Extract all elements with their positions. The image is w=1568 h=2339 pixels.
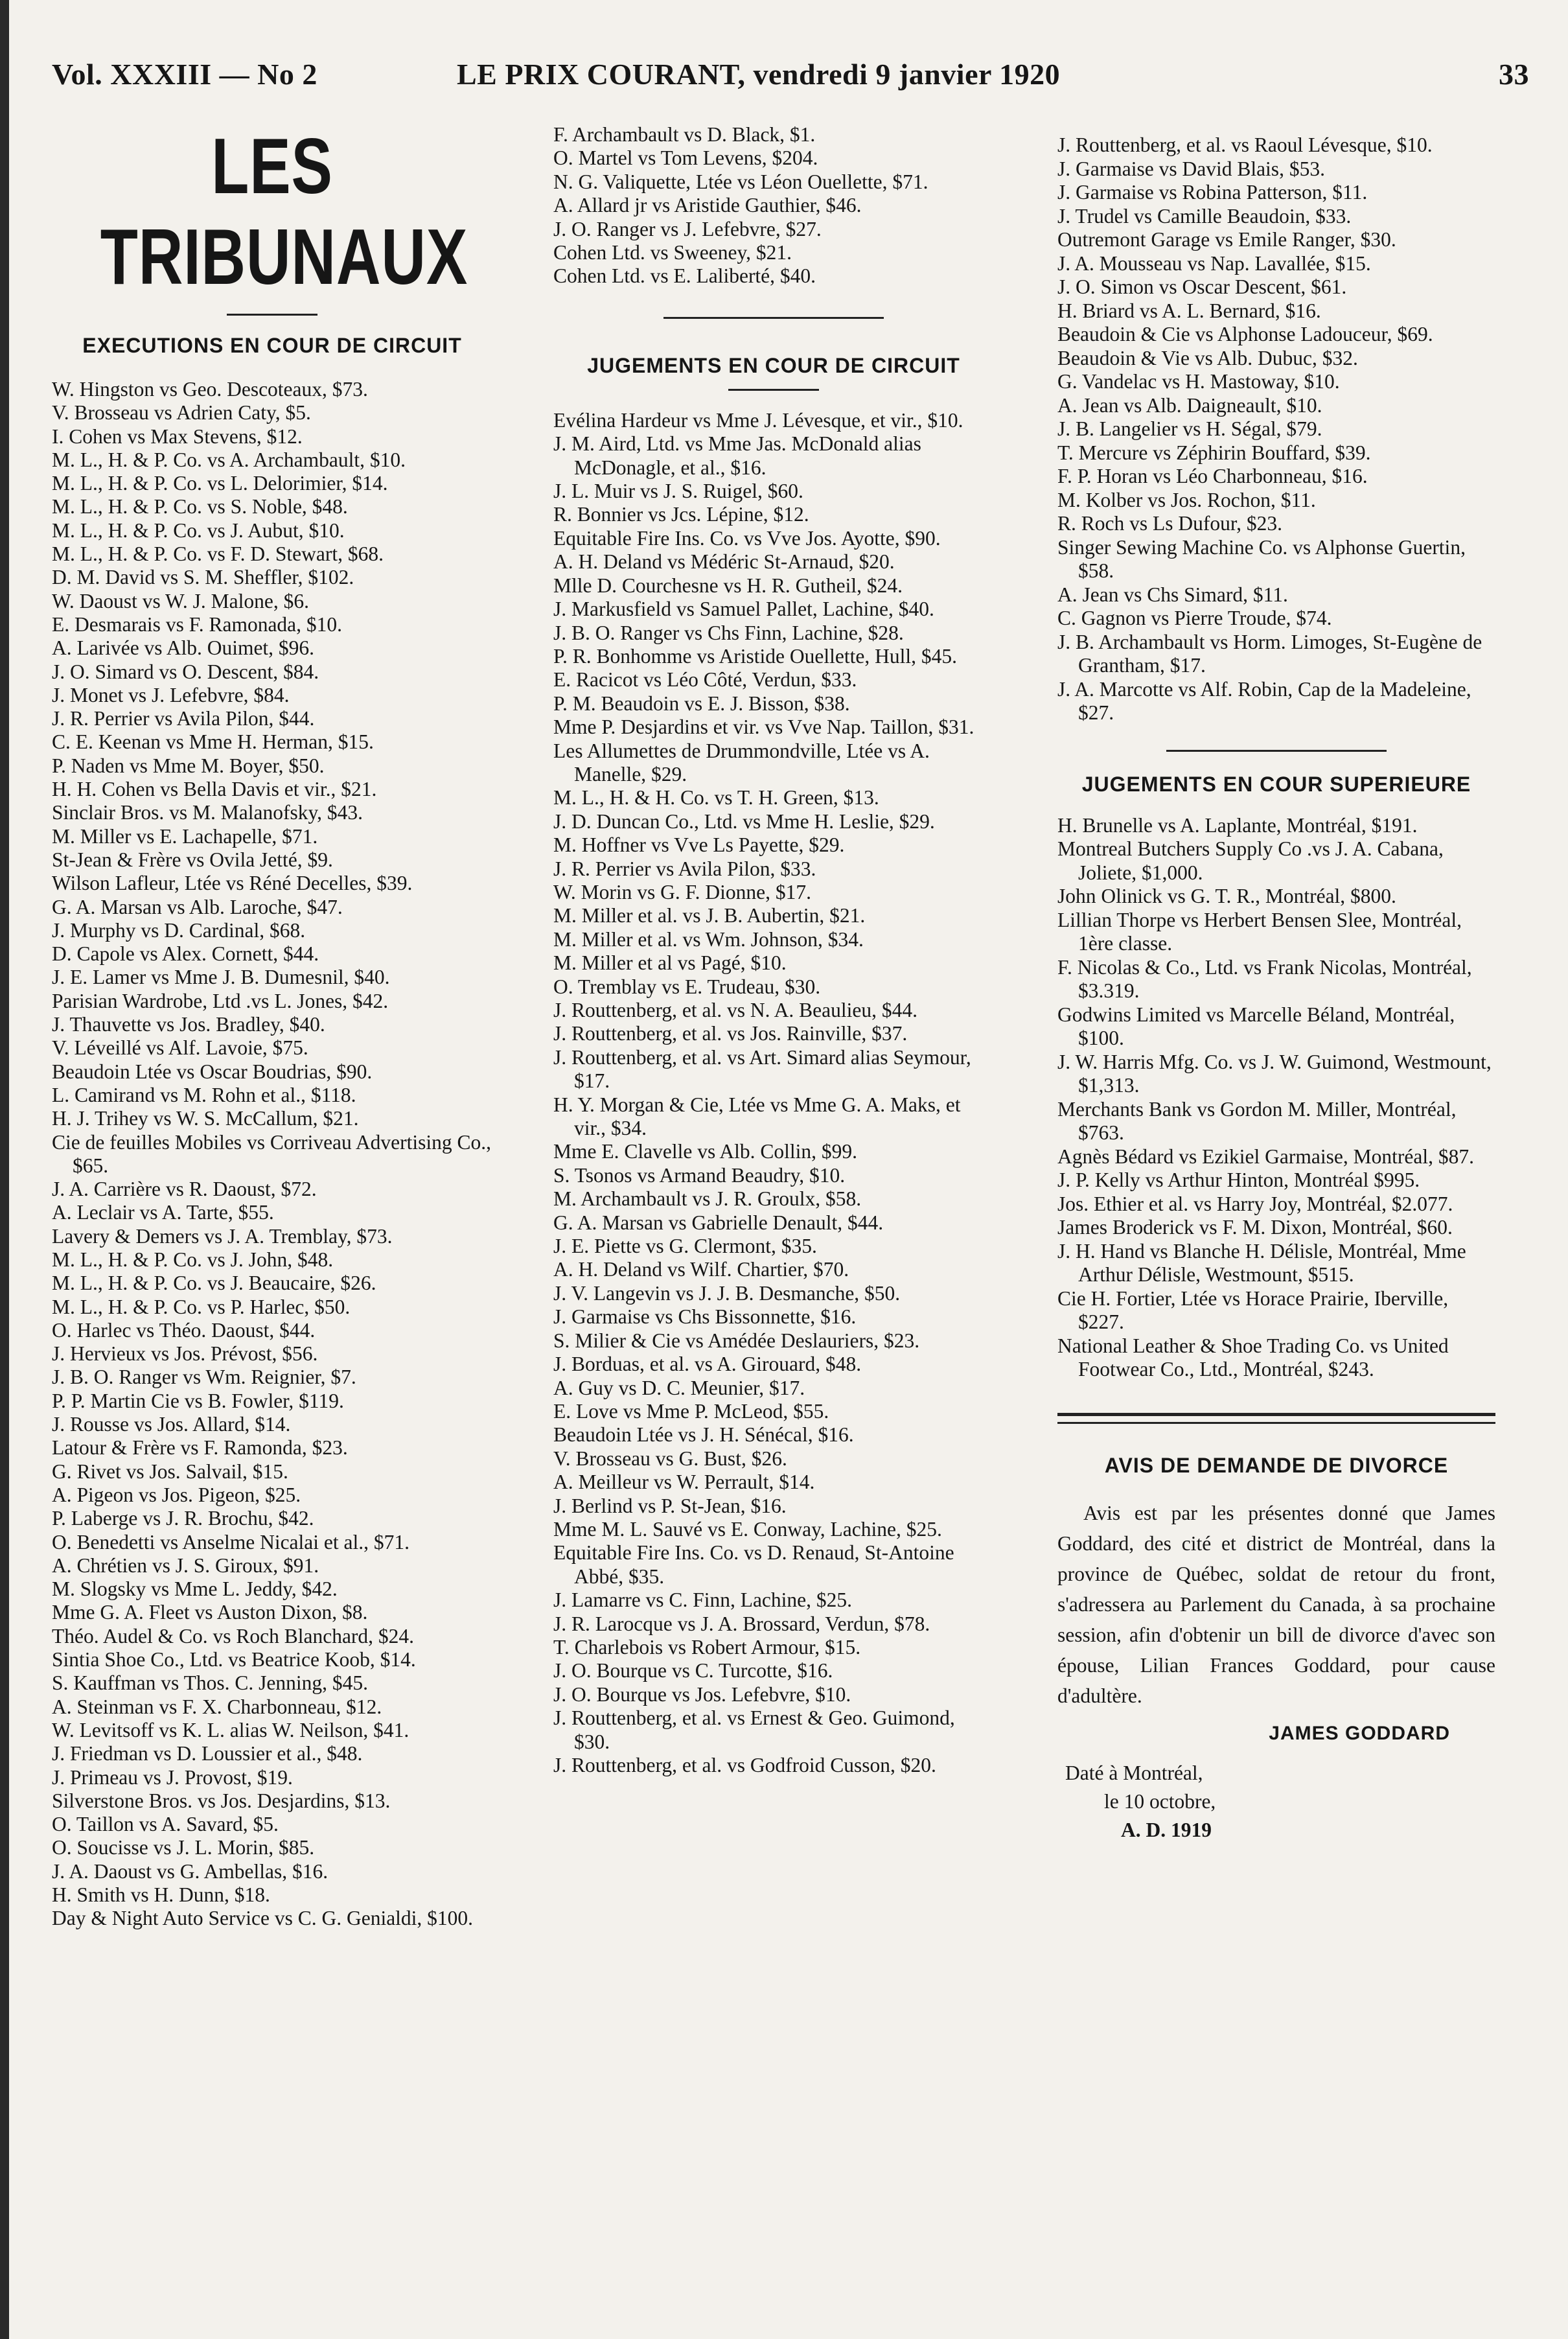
- list-item: H. Smith vs H. Dunn, $18.: [52, 1883, 270, 1906]
- section-title-jugements-superieure: JUGEMENTS EN COUR SUPERIEURE: [1081, 772, 1471, 796]
- list-item: S. Milier & Cie vs Amédée Deslauriers, $23.: [553, 1329, 920, 1352]
- list-item: D. M. David vs S. M. Sheffler, $102.: [52, 566, 354, 589]
- column-3: [1057, 134, 1495, 1844]
- list-item: J. Berlind vs P. St-Jean, $16.: [553, 1494, 787, 1517]
- double-rule: [1057, 1413, 1495, 1424]
- list-item: J. Hervieux vs Jos. Prévost, $56.: [52, 1342, 318, 1366]
- list-item: J. L. Muir vs J. S. Ruigel, $60.: [553, 480, 803, 503]
- list-item: O. Benedetti vs Anselme Nicalai et al., $71.: [52, 1530, 409, 1554]
- dateline-day: le 10 octobre,: [1104, 1789, 1216, 1813]
- list-item: J. E. Lamer vs Mme J. B. Dumesnil, $40.: [52, 966, 390, 989]
- list-item: M. L., H. & P. Co. vs S. Noble, $48.: [52, 495, 348, 518]
- list-item: O. Taillon vs A. Savard, $5.: [52, 1813, 279, 1836]
- list-item: Cie de feuilles Mobiles vs Corriveau Advertising Co., $65.: [52, 1130, 492, 1177]
- list-item: J. A. Mousseau vs Nap. Lavallée, $15.: [1057, 251, 1371, 275]
- list-item: Parisian Wardrobe, Ltd .vs L. Jones, $42.: [52, 989, 389, 1012]
- list-item: A. Larivée vs Alb. Ouimet, $96.: [52, 636, 315, 660]
- list-item: Beaudoin & Vie vs Alb. Dubuc, $32.: [1057, 346, 1358, 369]
- list-item: O. Tremblay vs E. Trudeau, $30.: [553, 975, 821, 998]
- list-item: S. Kauffman vs Thos. C. Jenning, $45.: [52, 1671, 368, 1695]
- list-item: Equitable Fire Ins. Co. vs D. Renaud, St-Antoine Abbé, $35.: [553, 1541, 954, 1588]
- list-item: J. A. Marcotte vs Alf. Robin, Cap de la Madeleine, $27.: [1057, 677, 1471, 724]
- section-divider: [1166, 750, 1387, 752]
- section-title-divorce: AVIS DE DEMANDE DE DIVORCE: [1104, 1453, 1449, 1477]
- list-item: P. P. Martin Cie vs B. Fowler, $119.: [52, 1389, 344, 1412]
- list-item: P. Naden vs Mme M. Boyer, $50.: [52, 754, 325, 777]
- list-item: C. Gagnon vs Pierre Troude, $74.: [1057, 607, 1332, 629]
- list-item: Lavery & Demers vs J. A. Tremblay, $73.: [52, 1224, 393, 1248]
- list-item: G. Rivet vs Jos. Salvail, $15.: [52, 1460, 288, 1483]
- section-title-executions: EXECUTIONS EN COUR DE CIRCUIT: [82, 334, 462, 357]
- list-item: F. Archambault vs D. Black, $1.: [553, 123, 816, 146]
- list-item: Mme M. L. Sauvé vs E. Conway, Lachine, $25.: [553, 1517, 942, 1541]
- list-item: P. R. Bonhomme vs Aristide Ouellette, Hull, $45.: [553, 644, 957, 668]
- list-item: Sinclair Bros. vs M. Malanofsky, $43.: [52, 801, 363, 824]
- list-item: J. Routtenberg, et al. vs Raoul Lévesque, $10.: [1057, 134, 1433, 156]
- list-item: J. Borduas, et al. vs A. Girouard, $48.: [553, 1353, 862, 1376]
- list-item: Cohen Ltd. vs Sweeney, $21.: [553, 241, 792, 264]
- list-item: J. Routtenberg, et al. vs Godfroid Cusson, $20.: [553, 1754, 936, 1776]
- list-item: J. Rousse vs Jos. Allard, $14.: [52, 1413, 291, 1436]
- list-item: J. O. Simard vs O. Descent, $84.: [52, 660, 319, 683]
- list-item: C. E. Keenan vs Mme H. Herman, $15.: [52, 730, 374, 754]
- list-item: M. Miller vs E. Lachapelle, $71.: [52, 824, 318, 848]
- section-divider: [663, 317, 884, 319]
- list-item: M. Slogsky vs Mme L. Jeddy, $42.: [52, 1577, 338, 1601]
- list-item: M. L., H. & P. Co. vs L. Delorimier, $14.: [52, 472, 388, 495]
- column-1: [52, 121, 492, 1931]
- list-item: Cie H. Fortier, Ltée vs Horace Prairie, Iberville, $227.: [1057, 1286, 1449, 1333]
- list-item: J. B. O. Ranger vs Chs Finn, Lachine, $28.: [553, 621, 904, 644]
- list-item: G. A. Marsan vs Gabrielle Denault, $44.: [553, 1211, 884, 1234]
- list-item: Beaudoin Ltée vs J. H. Sénécal, $16.: [553, 1423, 854, 1447]
- list-item: M. Kolber vs Jos. Rochon, $11.: [1057, 488, 1316, 511]
- list-item: Day & Night Auto Service vs C. G. Genialdi, $100.: [52, 1907, 474, 1930]
- list-item: Montreal Butchers Supply Co .vs J. A. Cabana, Joliete, $1,000.: [1057, 837, 1444, 884]
- list-item: I. Cohen vs Max Stevens, $12.: [52, 425, 303, 448]
- list-item: Jos. Ethier et al. vs Harry Joy, Montréal, $2.077.: [1057, 1192, 1453, 1215]
- list-item: P. Laberge vs J. R. Brochu, $42.: [52, 1507, 314, 1530]
- list-item: J. Monet vs J. Lefebvre, $84.: [52, 683, 290, 706]
- list-item: F. P. Horan vs Léo Charbonneau, $16.: [1057, 465, 1368, 487]
- list-item: J. W. Harris Mfg. Co. vs J. W. Guimond, Westmount, $1,313.: [1057, 1050, 1492, 1097]
- list-item: Théo. Audel & Co. vs Roch Blanchard, $24.: [52, 1624, 415, 1647]
- list-item: Latour & Frère vs F. Ramonda, $23.: [52, 1436, 348, 1460]
- list-item: M. Archambault vs J. R. Groulx, $58.: [553, 1187, 862, 1211]
- list-item: M. L., H. & P. Co. vs J. Beaucaire, $26.: [52, 1272, 376, 1295]
- list-item: J. B. Archambault vs Horm. Limoges, St-Eugène de Grantham, $17.: [1057, 630, 1482, 677]
- list-item: M. Miller et al. vs J. B. Aubertin, $21.: [553, 904, 866, 927]
- list-item: W. Levitsoff vs K. L. alias W. Neilson, $41.: [52, 1718, 409, 1741]
- list-item: J. Trudel vs Camille Beaudoin, $33.: [1057, 204, 1352, 227]
- list-item: John Olinick vs G. T. R., Montréal, $800.: [1057, 885, 1396, 907]
- list-item: J. R. Perrier vs Avila Pilon, $44.: [52, 707, 315, 730]
- list-item: A. Leclair vs A. Tarte, $55.: [52, 1201, 274, 1224]
- section-title-jugements-circuit: JUGEMENTS EN COUR DE CIRCUIT: [587, 353, 960, 377]
- list-item: J. Routtenberg, et al. vs Jos. Rainville, $37.: [553, 1022, 908, 1045]
- list-item: Mlle D. Courchesne vs H. R. Gutheil, $24.: [553, 574, 903, 597]
- list-item: L. Camirand vs M. Rohn et al., $118.: [52, 1083, 356, 1106]
- list-item: J. A. Daoust vs G. Ambellas, $16.: [52, 1859, 329, 1883]
- list-item: M. L., H. & P. Co. vs A. Archambault, $10.: [52, 448, 406, 471]
- list-item: R. Roch vs Ls Dufour, $23.: [1057, 512, 1282, 535]
- list-item: St-Jean & Frère vs Ovila Jetté, $9.: [52, 848, 333, 871]
- list-item: M. L., H. & H. Co. vs T. H. Green, $13.: [553, 786, 879, 809]
- list-item: G. A. Marsan vs Alb. Laroche, $47.: [52, 895, 343, 918]
- list-item: National Leather & Shoe Trading Co. vs United Footwear Co., Ltd., Montréal, $243.: [1057, 1334, 1449, 1380]
- list-item: J. R. Larocque vs J. A. Brossard, Verdun, $78.: [553, 1612, 930, 1635]
- list-item: J. Lamarre vs C. Finn, Lachine, $25.: [553, 1588, 853, 1612]
- list-item: Sintia Shoe Co., Ltd. vs Beatrice Koob, $14.: [52, 1648, 416, 1671]
- list-item: H. Briard vs A. L. Bernard, $16.: [1057, 299, 1321, 322]
- list-item: A. Meilleur vs W. Perrault, $14.: [553, 1471, 815, 1494]
- list-item: V. Brosseau vs Adrien Caty, $5.: [52, 401, 311, 425]
- list-item: H. J. Trihey vs W. S. McCallum, $21.: [52, 1107, 359, 1130]
- list-item: A. Chrétien vs J. S. Giroux, $91.: [52, 1554, 319, 1577]
- list-item: T. Charlebois vs Robert Armour, $15.: [553, 1635, 861, 1658]
- list-item: J. Murphy vs D. Cardinal, $68.: [52, 918, 306, 942]
- list-item: T. Mercure vs Zéphirin Bouffard, $39.: [1057, 441, 1371, 464]
- list-item: M. Hoffner vs Vve Ls Payette, $29.: [553, 833, 845, 857]
- divorce-notice-text: Avis est par les présentes donné que James Goddard, des cité et district de Montréal, dans la province de Québec, soldat de retour du front, s'adressera au Parlement du Canada, à sa prochaine session, afin d'obtenir un bill de divorce d'avec son épouse, Lilian Frances Goddard, pour cause d'adultère.: [1057, 1501, 1495, 1707]
- signature: JAMES GODDARD: [1269, 1722, 1450, 1744]
- list-item: F. Nicolas & Co., Ltd. vs Frank Nicolas, Montréal, $3.319.: [1057, 955, 1472, 1002]
- list-item: Singer Sewing Machine Co. vs Alphonse Guertin, $58.: [1057, 535, 1466, 582]
- list-item: W. Morin vs G. F. Dionne, $17.: [553, 880, 811, 903]
- jugements-superieure-list: [1057, 814, 1495, 1382]
- list-item: J. O. Ranger vs J. Lefebvre, $27.: [553, 217, 822, 240]
- list-item: J. D. Duncan Co., Ltd. vs Mme H. Leslie, $29.: [553, 809, 935, 833]
- list-item: P. M. Beaudoin vs E. J. Bisson, $38.: [553, 692, 850, 715]
- page-binding-edge: [0, 0, 9, 2339]
- list-item: J. Routtenberg, et al. vs N. A. Beaulieu, $44.: [553, 999, 917, 1021]
- list-item: J. O. Simon vs Oscar Descent, $61.: [1057, 275, 1347, 298]
- list-item: J. Routtenberg, et al. vs Ernest & Geo. Guimond, $30.: [553, 1706, 955, 1753]
- list-item: G. Vandelac vs H. Mastoway, $10.: [1057, 370, 1340, 393]
- list-item: M. L., H. & P. Co. vs F. D. Stewart, $68.: [52, 542, 384, 566]
- list-item: Agnès Bédard vs Ezikiel Garmaise, Montréal, $87.: [1057, 1145, 1474, 1168]
- list-item: O. Martel vs Tom Levens, $204.: [553, 146, 818, 170]
- list-item: J. Friedman vs D. Loussier et al., $48.: [52, 1742, 363, 1765]
- list-item: J. Garmaise vs Robina Patterson, $11.: [1057, 181, 1368, 204]
- list-item: M. L., H. & P. Co. vs J. John, $48.: [52, 1248, 334, 1271]
- dateline-year: A. D. 1919: [1121, 1818, 1212, 1841]
- list-item: J. O. Bourque vs Jos. Lefebvre, $10.: [553, 1682, 851, 1706]
- section-rule: [728, 389, 819, 391]
- list-item: Equitable Fire Ins. Co. vs Vve Jos. Ayotte, $90.: [553, 526, 941, 550]
- list-item: J. Garmaise vs David Blais, $53.: [1057, 157, 1325, 180]
- list-item: Lillian Thorpe vs Herbert Bensen Slee, Montréal, 1ère classe.: [1057, 908, 1462, 955]
- list-item: O. Soucisse vs J. L. Morin, $85.: [52, 1836, 315, 1859]
- jugements-circuit-list: [553, 409, 994, 1778]
- list-item: J. Routtenberg, et al. vs Art. Simard alias Seymour, $17.: [553, 1045, 971, 1093]
- list-item: A. Allard jr vs Aristide Gauthier, $46.: [553, 194, 862, 217]
- list-item: J. A. Carrière vs R. Daoust, $72.: [52, 1178, 317, 1201]
- list-item: J. P. Kelly vs Arthur Hinton, Montréal $995.: [1057, 1169, 1420, 1191]
- list-item: H. Y. Morgan & Cie, Ltée vs Mme G. A. Maks, et vir., $34.: [553, 1093, 961, 1140]
- list-item: J. Primeau vs J. Provost, $19.: [52, 1765, 293, 1789]
- list-item: A. Steinman vs F. X. Charbonneau, $12.: [52, 1695, 382, 1718]
- list-item: Silverstone Bros. vs Jos. Desjardins, $13.: [52, 1789, 391, 1812]
- list-item: J. Garmaise vs Chs Bissonnette, $16.: [553, 1305, 857, 1329]
- masthead: LE PRIX COURANT, vendredi 9 janvier 1920: [457, 58, 1061, 91]
- list-item: J. E. Piette vs G. Clermont, $35.: [553, 1235, 817, 1258]
- list-item: J. M. Aird, Ltd. vs Mme Jas. McDonald alias McDonagle, et al., $16.: [553, 432, 921, 479]
- list-item: H. H. Cohen vs Bella Davis et vir., $21.: [52, 778, 377, 801]
- list-item: S. Tsonos vs Armand Beaudry, $10.: [553, 1163, 846, 1187]
- list-item: O. Harlec vs Théo. Daoust, $44.: [52, 1318, 316, 1342]
- list-item: A. Jean vs Alb. Daigneault, $10.: [1057, 393, 1322, 417]
- list-item: J. R. Perrier vs Avila Pilon, $33.: [553, 857, 816, 880]
- list-item: V. Brosseau vs G. Bust, $26.: [553, 1447, 787, 1470]
- list-item: Merchants Bank vs Gordon M. Miller, Montréal, $763.: [1057, 1097, 1457, 1144]
- list-item: M. Miller et al vs Pagé, $10.: [553, 951, 787, 975]
- list-item: Mme G. A. Fleet vs Auston Dixon, $8.: [52, 1601, 368, 1624]
- list-item: A. Jean vs Chs Simard, $11.: [1057, 583, 1288, 606]
- list-item: Mme E. Clavelle vs Alb. Collin, $99.: [553, 1140, 857, 1163]
- page-number: 33: [1499, 58, 1529, 91]
- list-item: W. Daoust vs W. J. Malone, $6.: [52, 589, 309, 612]
- list-item: N. G. Valiquette, Ltée vs Léon Ouellette, $71.: [553, 170, 928, 193]
- list-item: E. Desmarais vs F. Ramonada, $10.: [52, 612, 343, 636]
- list-item: Outremont Garage vs Emile Ranger, $30.: [1057, 228, 1396, 251]
- volume-number: Vol. XXXIII — No 2: [52, 58, 317, 91]
- list-item: M. L., H. & P. Co. vs J. Aubut, $10.: [52, 518, 345, 542]
- list-item: A. Guy vs D. C. Meunier, $17.: [553, 1376, 805, 1399]
- column-2: [553, 123, 994, 1777]
- executions-list: [52, 378, 492, 1931]
- list-item: M. L., H. & P. Co. vs P. Harlec, $50.: [52, 1295, 351, 1318]
- list-item: H. Brunelle vs A. Laplante, Montréal, $191.: [1057, 813, 1418, 837]
- list-item: J. B. Langelier vs H. Ségal, $79.: [1057, 417, 1322, 440]
- list-item: Beaudoin Ltée vs Oscar Boudrias, $90.: [52, 1060, 373, 1083]
- list-item: R. Bonnier vs Jcs. Lépine, $12.: [553, 503, 809, 526]
- list-item: V. Léveillé vs Alf. Lavoie, $75.: [52, 1036, 308, 1060]
- dateline-place: Daté à Montréal,: [1065, 1761, 1203, 1784]
- list-item: E. Racicot vs Léo Côté, Verdun, $33.: [553, 668, 857, 692]
- list-item: James Broderick vs F. M. Dixon, Montréal, $60.: [1057, 1216, 1453, 1239]
- jugements-circuit-list-continued: [1057, 134, 1495, 725]
- list-item: J. H. Hand vs Blanche H. Délisle, Montréal, Mme Arthur Délisle, Westmount, $515.: [1057, 1239, 1466, 1286]
- list-item: Cohen Ltd. vs E. Laliberté, $40.: [553, 264, 816, 288]
- list-item: J. Thauvette vs Jos. Bradley, $40.: [52, 1013, 325, 1036]
- list-item: A. H. Deland vs Médéric St-Arnaud, $20.: [553, 550, 895, 574]
- list-item: M. Miller et al. vs Wm. Johnson, $34.: [553, 927, 864, 951]
- list-item: W. Hingston vs Geo. Descoteaux, $73.: [52, 378, 368, 401]
- list-item: Beaudoin & Cie vs Alphonse Ladouceur, $69.: [1057, 323, 1433, 345]
- list-item: A. Pigeon vs Jos. Pigeon, $25.: [52, 1483, 301, 1506]
- page-header: [52, 57, 1529, 102]
- list-item: J. B. O. Ranger vs Wm. Reignier, $7.: [52, 1366, 356, 1389]
- list-item: Wilson Lafleur, Ltée vs Réné Decelles, $39.: [52, 872, 413, 895]
- page-title: LES TRIBUNAUX: [100, 122, 468, 301]
- list-item: J. V. Langevin vs J. J. B. Desmanche, $50.: [553, 1281, 901, 1305]
- list-item: Les Allumettes de Drummondville, Ltée vs A. Manelle, $29.: [553, 739, 930, 785]
- list-item: Mme P. Desjardins et vir. vs Vve Nap. Taillon, $31.: [553, 716, 974, 739]
- title-rule: [227, 314, 317, 316]
- dateline: [1065, 1759, 1495, 1844]
- executions-list-continued: [553, 123, 994, 288]
- list-item: D. Capole vs Alex. Cornett, $44.: [52, 942, 319, 966]
- list-item: Evélina Hardeur vs Mme J. Lévesque, et vir., $10.: [553, 408, 963, 432]
- list-item: J. O. Bourque vs C. Turcotte, $16.: [553, 1659, 833, 1682]
- list-item: Godwins Limited vs Marcelle Béland, Montréal, $100.: [1057, 1003, 1455, 1049]
- list-item: E. Love vs Mme P. McLeod, $55.: [553, 1399, 829, 1423]
- list-item: A. H. Deland vs Wilf. Chartier, $70.: [553, 1258, 849, 1281]
- list-item: J. Markusfield vs Samuel Pallet, Lachine, $40.: [553, 598, 934, 621]
